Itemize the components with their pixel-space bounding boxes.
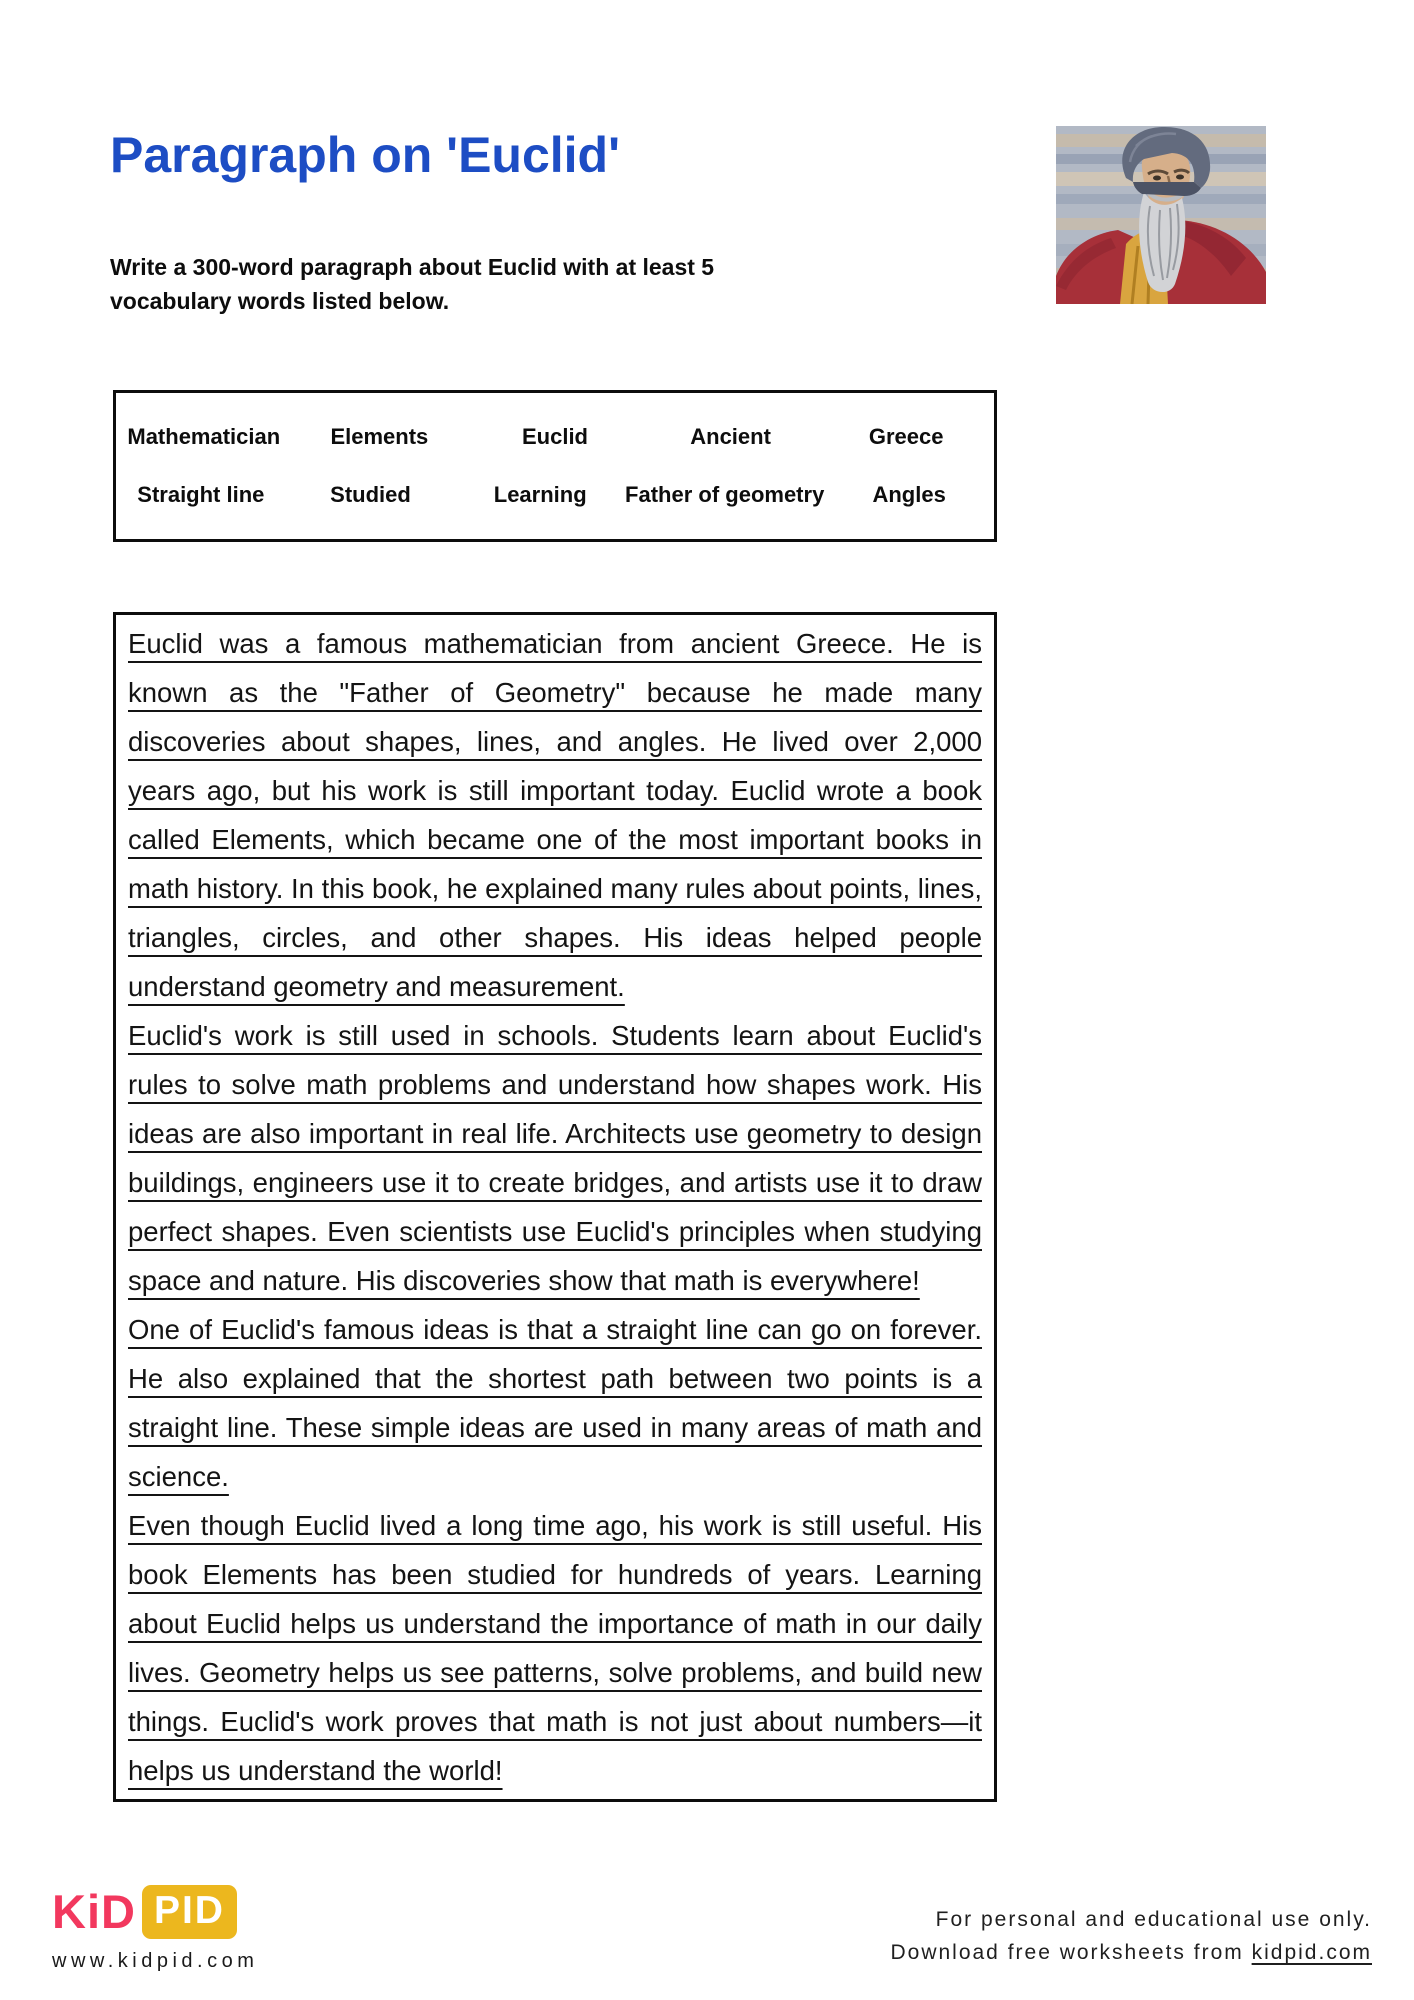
footer-usage-note — [890, 1903, 1372, 1969]
vocab-word: Learning — [493, 481, 587, 507]
vocab-word: Angles — [872, 481, 946, 507]
euclid-portrait — [1056, 126, 1266, 304]
essay-paragraph: Euclid was a famous mathematician from ancient Greece. He is known as the "Father of Geometry" because he made many discoveries about shapes, lines, and angles. He lived over 2,000 years ago, but his work is still important today. Euclid wrote a book called Elements, which became one of the most important books in math history. In this book, he explained many rules about points, lines, triangles, circles, and other shapes. His ideas helped people understand geometry and measurement. — [128, 628, 982, 1002]
vocab-word: Ancient — [690, 424, 771, 450]
vocabulary-row-1 — [116, 424, 994, 450]
vocab-word: Euclid — [521, 424, 588, 450]
vocabulary-row-2 — [116, 482, 994, 508]
vocab-word: Elements — [330, 424, 429, 450]
kidpid-logo-pid-text: PID — [153, 1888, 225, 1932]
footer-website-url: www.kidpid.com — [52, 1950, 259, 1972]
vocab-word: Straight line — [137, 481, 265, 507]
vocab-word: Father of geometry — [625, 481, 825, 507]
kidpid-logo-pid-badge — [142, 1885, 237, 1939]
usage-line-2 — [890, 1936, 1372, 1969]
kidpid-logo-kid-text: KiD — [52, 1885, 136, 1938]
essay-text-box — [113, 612, 997, 1802]
essay-paragraph: Euclid's work is still used in schools. Students learn about Euclid's rules to solve math problems and understand how shapes work. His ideas are also important in real life. Architects use geometry to design buildings, engineers use it to create bridges, and artists use it to draw perfect shapes. Even scientists use Euclid's principles when studying space and nature. His discoveries show that math is everywhere! — [128, 1020, 982, 1296]
essay-paragraph: Even though Euclid lived a long time ago, his work is still useful. His book Elements has been studied for hundreds of years. Learning about Euclid helps us understand the importance of math in our daily lives. Geometry helps us see patterns, solve problems, and build new things. Euclid's work proves that math is not just about numbers—it helps us understand the world! — [128, 1510, 982, 1786]
instructions-text: Write a 300-word paragraph about Euclid with at least 5 vocabulary words listed below. — [110, 254, 715, 314]
essay-paragraph: One of Euclid's famous ideas is that a straight line can go on forever. He also explained that the shortest path between two points is a straight line. These simple ideas are used in many areas of math and science. — [128, 1314, 982, 1492]
vocab-word: Studied — [330, 481, 411, 507]
kidpid-link[interactable]: kidpid.com — [1251, 1941, 1372, 1964]
page-title: Paragraph on 'Euclid' — [110, 127, 620, 183]
usage-line-1: For personal and educational use only. — [935, 1908, 1372, 1931]
usage-line-2-prefix: Download free worksheets from — [890, 1941, 1252, 1964]
kidpid-logo — [52, 1884, 237, 1939]
vocabulary-box — [113, 390, 997, 542]
euclid-portrait-illustration — [1056, 126, 1266, 304]
vocab-word: Greece — [868, 424, 944, 450]
vocab-word: Mathematician — [127, 424, 281, 450]
